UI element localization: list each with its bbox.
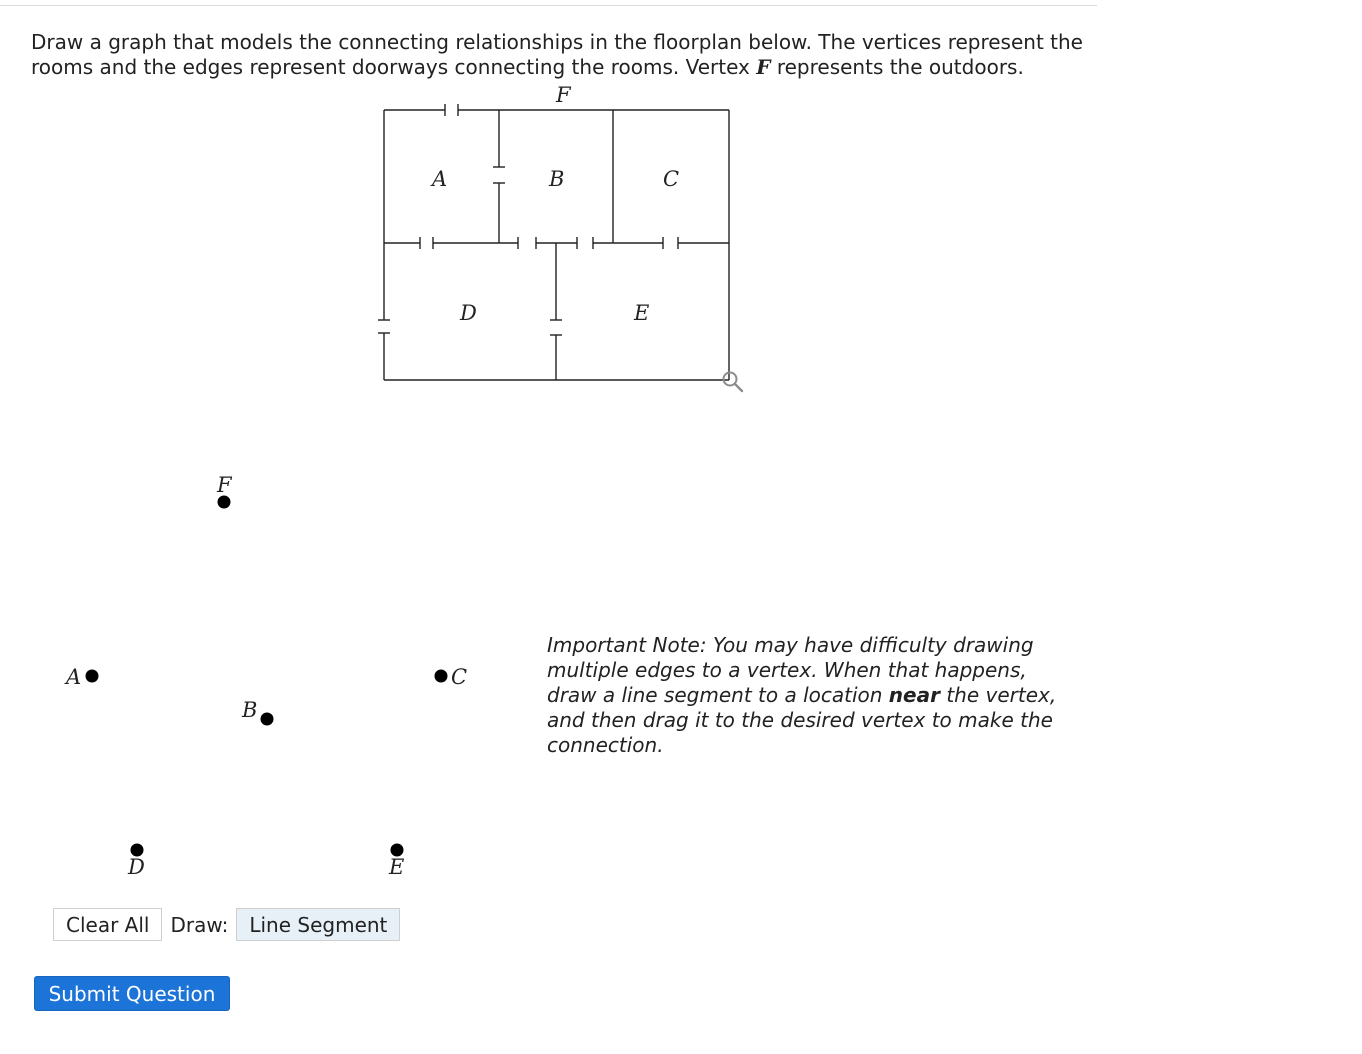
vertex-label-b: B	[242, 698, 258, 722]
floorplan-label-d: D	[460, 301, 477, 325]
submit-question-button[interactable]: Submit Question	[34, 976, 230, 1011]
draw-label: Draw:	[170, 912, 229, 937]
vertex-b[interactable]	[241, 698, 274, 726]
draw-toolbar	[53, 908, 400, 941]
floorplan-label-c: C	[663, 167, 680, 191]
vertex-f[interactable]	[216, 473, 233, 509]
line-segment-button[interactable]: Line Segment	[236, 908, 400, 941]
note-text-1: Important Note: You may have difficulty drawing multiple edges to a vertex. When that happens, draw a line segment to a location	[547, 633, 1034, 707]
prompt-var-f: F	[756, 55, 771, 79]
vertex-label-e: E	[389, 855, 405, 879]
floorplan-label-f: F	[556, 83, 571, 107]
prompt-text-1: Draw a graph that models the connecting relationships in the floorplan below. The vertices represent the rooms and the edges represent doorways connecting the rooms. Vertex	[31, 30, 1083, 79]
important-note	[547, 633, 1067, 758]
clear-all-button[interactable]: Clear All	[53, 908, 162, 941]
vertex-c[interactable]	[435, 665, 468, 689]
vertex-label-c: C	[451, 665, 468, 689]
vertex-label-d: D	[128, 855, 145, 879]
vertex-label-f: F	[217, 473, 232, 497]
note-text-2: the vertex, and then drag it to the desired vertex to make the connection.	[547, 683, 1057, 757]
prompt-text-2: represents the outdoors.	[770, 55, 1024, 79]
floorplan-label-e: E	[634, 301, 650, 325]
floorplan-label-a: A	[432, 167, 448, 191]
vertex-label-a: A	[66, 665, 82, 689]
vertex-a[interactable]	[64, 665, 99, 689]
vertex-e[interactable]	[388, 844, 404, 880]
floorplan-label-b: B	[549, 167, 565, 191]
note-bold: near	[888, 683, 940, 707]
vertex-d[interactable]	[127, 844, 145, 880]
